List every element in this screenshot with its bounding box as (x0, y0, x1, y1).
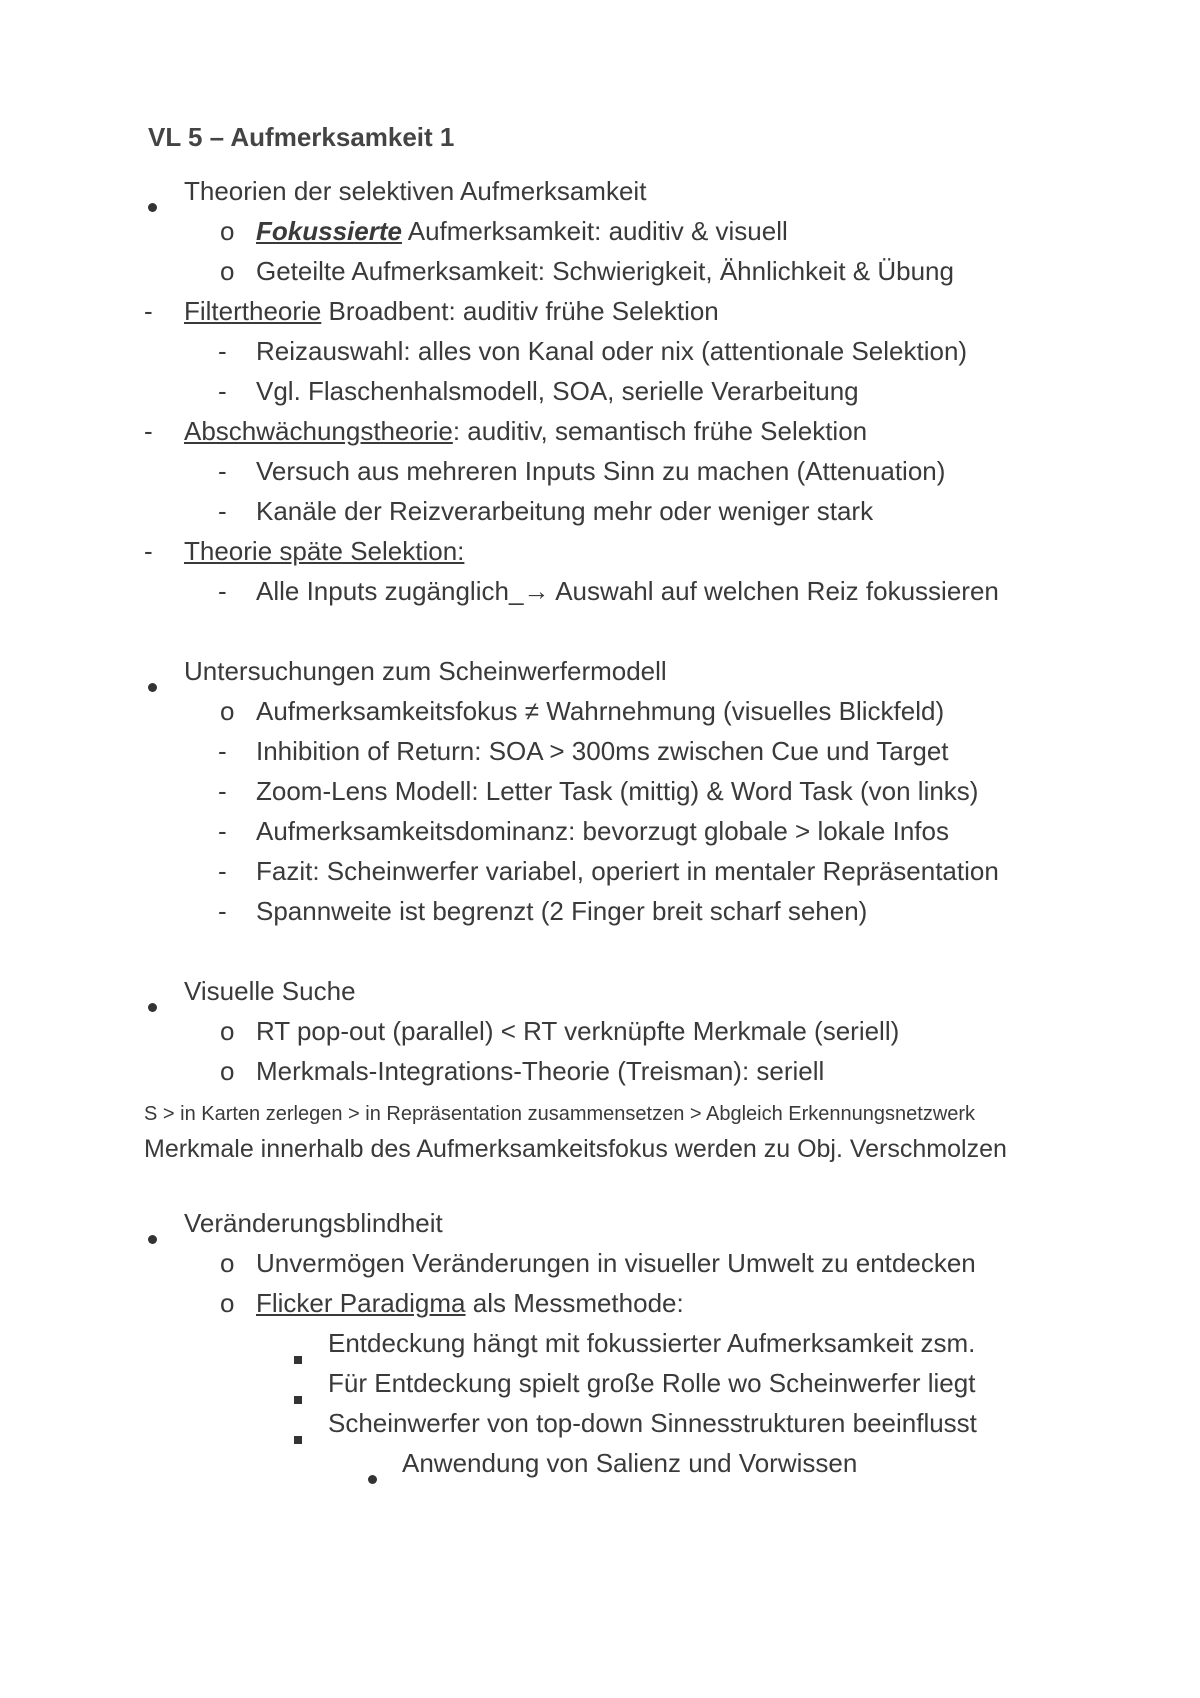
dash-marker: - (218, 376, 227, 406)
list-item (218, 454, 946, 488)
list-text: Unvermögen Veränderungen in visueller Umwelt zu entdecken (256, 1248, 976, 1278)
bullet-icon (148, 203, 157, 212)
circle-marker: o (220, 256, 235, 286)
list-text: Anwendung von Salienz und Vorwissen (402, 1448, 858, 1478)
dash-marker: - (218, 576, 227, 606)
underlined-term: Abschwächungstheorie (184, 416, 453, 446)
underlined-term: Flicker Paradigma (256, 1288, 466, 1318)
list-item (218, 894, 868, 928)
list-text: Alle Inputs zugänglich_→ Auswahl auf welchen Reiz fokussieren (256, 576, 999, 606)
list-text: Kanäle der Reizverarbeitung mehr oder weniger stark (256, 496, 874, 526)
list-text: Für Entdeckung spielt große Rolle wo Scheinwerfer liegt (328, 1368, 976, 1398)
list-item (218, 734, 949, 768)
list-text: Geteilte Aufmerksamkeit: Schwierigkeit, Ähnlichkeit & Übung (256, 256, 954, 286)
list-item (144, 294, 719, 328)
circle-marker: o (220, 1016, 235, 1046)
square-bullet-icon (294, 1396, 302, 1404)
circle-marker: o (220, 216, 235, 246)
square-bullet-icon (294, 1436, 302, 1444)
list-text: als Messmethode: (465, 1288, 684, 1318)
list-item (220, 1286, 684, 1320)
list-text: Aufmerksamkeitsdominanz: bevorzugt globale > lokale Infos (256, 816, 949, 846)
underlined-term: Filtertheorie (184, 296, 322, 326)
square-bullet-icon (294, 1356, 302, 1364)
list-text: Zoom-Lens Modell: Letter Task (mittig) & Word Task (von links) (256, 776, 979, 806)
dash-marker: - (144, 536, 153, 566)
dash-marker: - (218, 456, 227, 486)
list-item (220, 214, 788, 248)
list-text: : auditiv, semantisch frühe Selektion (452, 416, 868, 446)
bullet-icon (148, 1235, 157, 1244)
list-text: Inhibition of Return: SOA > 300ms zwischen Cue und Target (256, 736, 949, 766)
list-text: Versuch aus mehreren Inputs Sinn zu machen (Attenuation) (256, 456, 946, 486)
list-text: Aufmerksamkeit: auditiv & visuell (401, 216, 788, 246)
list-text: RT pop-out (parallel) < RT verknüpfte Merkmale (seriell) (256, 1016, 900, 1046)
dash-marker: - (218, 336, 227, 366)
bullet-icon (148, 683, 157, 692)
dash-marker: - (218, 776, 227, 806)
list-text: Scheinwerfer von top-down Sinnesstrukturen beeinflusst (328, 1408, 977, 1438)
list-text: Entdeckung hängt mit fokussierter Aufmerksamkeit zsm. (328, 1328, 976, 1358)
circle-marker: o (220, 1056, 235, 1086)
list-item (218, 814, 949, 848)
emphasis-text: Fokussierte (256, 216, 402, 246)
list-item (218, 854, 999, 888)
list-item (218, 334, 968, 368)
dash-marker: - (218, 496, 227, 526)
circle-marker: o (220, 696, 235, 726)
section-heading: Theorien der selektiven Aufmerksamkeit (184, 176, 647, 206)
circle-marker: o (220, 1288, 235, 1318)
list-item (220, 254, 954, 288)
list-item (220, 1246, 976, 1280)
list-item (218, 574, 999, 608)
dash-marker: - (144, 416, 153, 446)
dash-marker: - (218, 816, 227, 846)
circle-marker: o (220, 1248, 235, 1278)
list-item (144, 414, 868, 448)
bullet-icon (148, 1003, 157, 1012)
list-item (220, 694, 945, 728)
list-text: Broadbent: auditiv frühe Selektion (321, 296, 719, 326)
list-item (218, 494, 874, 528)
list-text: Merkmals-Integrations-Theorie (Treisman): seriell (256, 1056, 825, 1086)
list-text: Aufmerksamkeitsfokus ≠ Wahrnehmung (visuelles Blickfeld) (256, 696, 945, 726)
list-text: Fazit: Scheinwerfer variabel, operiert in mentaler Repräsentation (256, 856, 999, 886)
dash-marker: - (144, 296, 153, 326)
dash-marker: - (218, 896, 227, 926)
page-title: VL 5 – Aufmerksamkeit 1 (148, 122, 455, 152)
bullet-icon (368, 1475, 377, 1484)
list-text: Vgl. Flaschenhalsmodell, SOA, serielle Verarbeitung (256, 376, 859, 406)
list-item (218, 774, 979, 808)
dash-marker: - (218, 736, 227, 766)
list-item (220, 1054, 825, 1088)
note-line: Merkmale innerhalb des Aufmerksamkeitsfokus werden zu Obj. Verschmolzen (144, 1135, 1007, 1163)
section-heading: Veränderungsblindheit (184, 1208, 443, 1238)
dash-marker: - (218, 856, 227, 886)
section-heading: Untersuchungen zum Scheinwerfermodell (184, 656, 667, 686)
note-line: S > in Karten zerlegen > in Repräsentation zusammensetzen > Abgleich Erkennungsnetzwerk (144, 1103, 976, 1125)
list-item (220, 1014, 900, 1048)
list-text: Reizauswahl: alles von Kanal oder nix (attentionale Selektion) (256, 336, 968, 366)
section-heading: Visuelle Suche (184, 976, 356, 1006)
underlined-term: Theorie späte Selektion: (184, 536, 465, 566)
list-text: Spannweite ist begrenzt (2 Finger breit scharf sehen) (256, 896, 868, 926)
list-item (144, 534, 465, 568)
list-item (218, 374, 859, 408)
